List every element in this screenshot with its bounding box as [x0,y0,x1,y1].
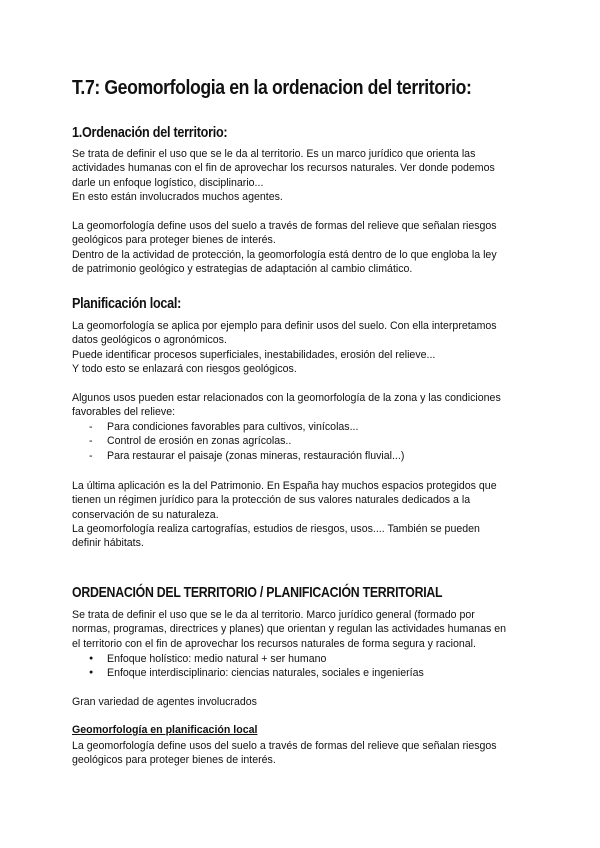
approach-bullet-list [89,652,509,681]
list-item: - Para condiciones favorables para cultivos, vinícolas... [89,420,509,434]
document-title: T.7: Geomorfologia en la ordenacion del territorio: [72,76,472,99]
section-heading-ordenacion-territorial: ORDENACIÓN DEL TERRITORIO / PLANIFICACIÓN TERRITORIAL [72,584,443,601]
paragraph-planificacion-3: La última aplicación es la del Patrimonio. En España hay muchos espacios protegidos que tienen un régimen jurídico para la protección de sus valores naturales dedicados a la conservación de su naturaleza. La geomorfología realiza cartografías, estudios de riesgos, usos.... También se pueden definir hábitats. [72,480,497,550]
paragraph-territorial-2: Gran variedad de agentes involucrados [72,696,257,708]
list-item: - Control de erosión en zonas agrícolas.. [89,434,509,448]
paragraph-planificacion-1: La geomorfología se aplica por ejemplo para definir usos del suelo. Con ella interpretamos datos geológicos o agronómicos. Puede identificar procesos superficiales, inestabilidades, erosión del relieve... Y todo esto se enlazará con riesgos geológicos. [72,320,497,375]
paragraph-territorial-1: Se trata de definir el uso que se le da al territorio. Marco jurídico general (formado por normas, programas, directrices y planes) que orientan y regulan las actividades humanas en el territorio con el fin de aprovechar los recursos naturales de forma segura y racional. [72,609,506,650]
list-item: - Para restaurar el paisaje (zonas mineras, restauración fluvial...) [89,449,509,463]
list-item: ● Enfoque holístico: medio natural + ser humano [89,652,509,666]
paragraph-planificacion-2: Algunos usos pueden estar relacionados con la geomorfología de la zona y las condiciones favorables del relieve: [72,392,501,419]
paragraph-ordenacion-1: Se trata de definir el uso que se le da al territorio. Es un marco jurídico que orienta las actividades humanas con el fin de aprovechar los recursos naturales. Ver donde podemos darle un enfoque logístico, disciplinario... En esto están involucrados muchos agentes. [72,148,495,203]
list-item: ● Enfoque interdisciplinario: ciencias naturales, sociales e ingenierías [89,666,509,680]
subheading-planificacion-local: Geomorfología en planificación local [72,724,258,736]
section-heading-planificacion-local: Planificación local: [72,295,182,312]
paragraph-territorial-3: La geomorfología define usos del suelo a través de formas del relieve que señalan riesgos geológicos para proteger bienes de interés. [72,740,497,767]
paragraph-ordenacion-2: La geomorfología define usos del suelo a través de formas del relieve que señalan riesgos geológicos para proteger bienes de interés. Dentro de la actividad de protección, la geomorfología está dentro de lo que engloba la ley de patrimonio geológico y estrategias de adaptación al cambio climático. [72,220,497,275]
section-heading-ordenacion: 1.Ordenación del territorio: [72,124,228,141]
uses-dash-list [89,420,509,463]
